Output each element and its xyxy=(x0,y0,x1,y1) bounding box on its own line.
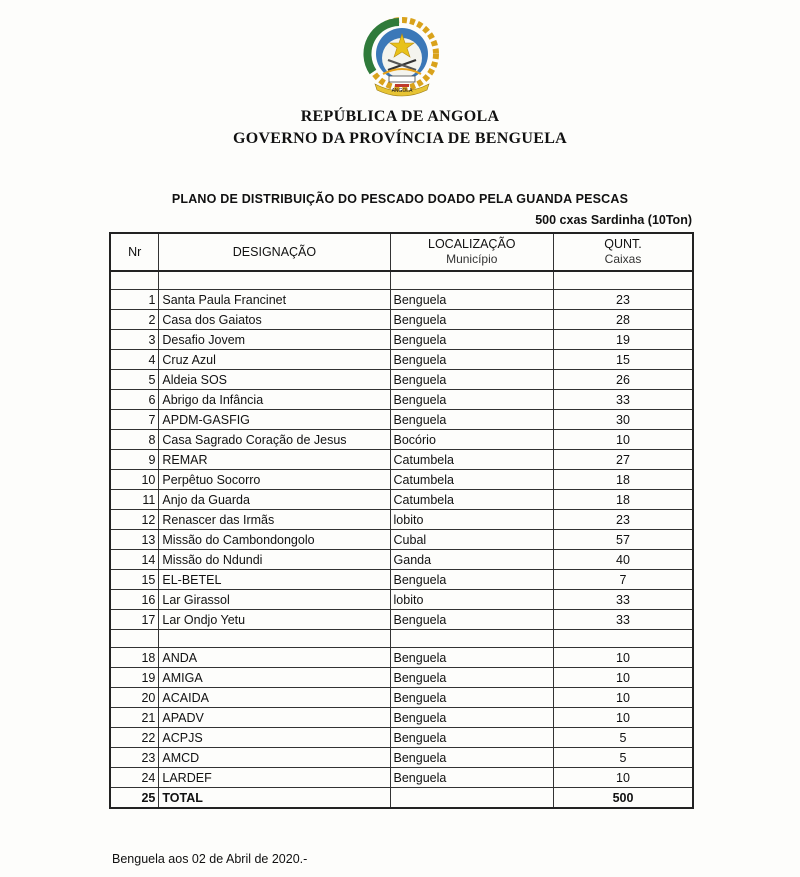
header-nr: Nr xyxy=(110,233,159,271)
row-quantidade: 10 xyxy=(554,648,693,668)
header-localizacao xyxy=(390,233,554,271)
total-nr: 25 xyxy=(110,788,159,809)
row-nr: 7 xyxy=(110,410,159,430)
row-quantidade: 30 xyxy=(554,410,693,430)
header-quantidade-label: QUNT. xyxy=(604,237,642,251)
row-localizacao: Cubal xyxy=(390,530,554,550)
row-designacao: ACAIDA xyxy=(159,688,390,708)
row-quantidade: 5 xyxy=(554,728,693,748)
place-date: Benguela aos 02 de Abril de 2020.- xyxy=(112,852,308,866)
government-heading: GOVERNO DA PROVÍNCIA DE BENGUELA xyxy=(232,130,568,147)
row-quantidade: 23 xyxy=(554,510,693,530)
document-title: PLANO DE DISTRIBUIÇÃO DO PESCADO DOADO PELA GUANDA PESCAS xyxy=(171,192,629,206)
row-quantidade: 10 xyxy=(554,768,693,788)
row-designacao: Missão do Ndundi xyxy=(159,550,390,570)
row-designacao: AMIGA xyxy=(159,668,390,688)
row-designacao: Casa Sagrado Coração de Jesus xyxy=(159,430,390,450)
document-subtitle: 500 cxas Sardinha (10Ton) xyxy=(535,213,692,227)
row-localizacao: Benguela xyxy=(390,570,554,590)
table-row xyxy=(110,748,693,768)
row-localizacao: Benguela xyxy=(390,768,554,788)
row-localizacao: Benguela xyxy=(390,708,554,728)
row-localizacao: Catumbela xyxy=(390,450,554,470)
row-localizacao: Catumbela xyxy=(390,470,554,490)
row-designacao: Santa Paula Francinet xyxy=(159,290,390,310)
row-quantidade: 10 xyxy=(554,668,693,688)
row-designacao: Abrigo da Infância xyxy=(159,390,390,410)
row-localizacao: Benguela xyxy=(390,688,554,708)
row-designacao: Casa dos Gaiatos xyxy=(159,310,390,330)
row-quantidade: 23 xyxy=(554,290,693,310)
row-localizacao: Benguela xyxy=(390,748,554,768)
row-localizacao: Benguela xyxy=(390,668,554,688)
table-row xyxy=(110,668,693,688)
row-localizacao: Benguela xyxy=(390,310,554,330)
table-row xyxy=(110,410,693,430)
blank-cell xyxy=(554,271,693,290)
header-localizacao-label: LOCALIZAÇÃO xyxy=(428,237,516,251)
row-quantidade: 26 xyxy=(554,370,693,390)
blank-cell xyxy=(159,271,390,290)
emblem-icon xyxy=(359,14,445,98)
table-row xyxy=(110,370,693,390)
svg-text:ANGOLA: ANGOLA xyxy=(391,88,413,94)
row-quantidade: 27 xyxy=(554,450,693,470)
row-localizacao: Benguela xyxy=(390,648,554,668)
table-row xyxy=(110,290,693,310)
row-nr: 3 xyxy=(110,330,159,350)
row-nr: 24 xyxy=(110,768,159,788)
row-quantidade: 7 xyxy=(554,570,693,590)
row-localizacao: lobito xyxy=(390,510,554,530)
table-row xyxy=(110,350,693,370)
row-localizacao: Benguela xyxy=(390,390,554,410)
row-designacao: AMCD xyxy=(159,748,390,768)
total-label: TOTAL xyxy=(159,788,390,809)
row-nr: 1 xyxy=(110,290,159,310)
row-designacao: Perpêtuo Socorro xyxy=(159,470,390,490)
row-nr: 14 xyxy=(110,550,159,570)
row-designacao: ACPJS xyxy=(159,728,390,748)
blank-row xyxy=(110,630,693,648)
row-localizacao: Benguela xyxy=(390,728,554,748)
row-nr: 4 xyxy=(110,350,159,370)
table-row xyxy=(110,510,693,530)
blank-row xyxy=(110,271,693,290)
row-nr: 15 xyxy=(110,570,159,590)
row-designacao: Aldeia SOS xyxy=(159,370,390,390)
table-row xyxy=(110,728,693,748)
total-qty: 500 xyxy=(554,788,693,809)
table-row xyxy=(110,570,693,590)
angola-emblem xyxy=(359,14,445,98)
row-quantidade: 40 xyxy=(554,550,693,570)
row-localizacao: Benguela xyxy=(390,410,554,430)
table-row xyxy=(110,648,693,668)
row-nr: 11 xyxy=(110,490,159,510)
row-localizacao: Benguela xyxy=(390,290,554,310)
row-quantidade: 33 xyxy=(554,610,693,630)
total-loc xyxy=(390,788,554,809)
row-nr: 20 xyxy=(110,688,159,708)
row-quantidade: 57 xyxy=(554,530,693,550)
blank-cell xyxy=(554,630,693,648)
row-designacao: REMAR xyxy=(159,450,390,470)
row-nr: 8 xyxy=(110,430,159,450)
row-quantidade: 33 xyxy=(554,390,693,410)
row-localizacao: lobito xyxy=(390,590,554,610)
table-row xyxy=(110,708,693,728)
blank-cell xyxy=(110,271,159,290)
table-row xyxy=(110,330,693,350)
distribution-table xyxy=(109,232,694,809)
row-localizacao: Benguela xyxy=(390,370,554,390)
row-nr: 17 xyxy=(110,610,159,630)
row-nr: 19 xyxy=(110,668,159,688)
table-row xyxy=(110,768,693,788)
table-row xyxy=(110,310,693,330)
blank-cell xyxy=(390,630,554,648)
row-quantidade: 18 xyxy=(554,490,693,510)
blank-cell xyxy=(159,630,390,648)
row-designacao: Renascer das Irmãs xyxy=(159,510,390,530)
row-localizacao: Benguela xyxy=(390,610,554,630)
row-quantidade: 19 xyxy=(554,330,693,350)
row-localizacao: Benguela xyxy=(390,350,554,370)
row-nr: 13 xyxy=(110,530,159,550)
row-designacao: Cruz Azul xyxy=(159,350,390,370)
total-row xyxy=(110,788,693,809)
row-quantidade: 10 xyxy=(554,688,693,708)
row-designacao: Anjo da Guarda xyxy=(159,490,390,510)
row-localizacao: Benguela xyxy=(390,330,554,350)
table-row xyxy=(110,550,693,570)
row-nr: 16 xyxy=(110,590,159,610)
row-quantidade: 15 xyxy=(554,350,693,370)
table-row xyxy=(110,610,693,630)
blank-cell xyxy=(110,630,159,648)
row-nr: 12 xyxy=(110,510,159,530)
row-quantidade: 28 xyxy=(554,310,693,330)
table-row xyxy=(110,430,693,450)
row-nr: 23 xyxy=(110,748,159,768)
header-localizacao-sub: Município xyxy=(446,252,498,266)
row-localizacao: Bocório xyxy=(390,430,554,450)
table-row xyxy=(110,688,693,708)
blank-cell xyxy=(390,271,554,290)
row-localizacao: Ganda xyxy=(390,550,554,570)
table-row xyxy=(110,490,693,510)
row-designacao: APADV xyxy=(159,708,390,728)
row-nr: 22 xyxy=(110,728,159,748)
table-body xyxy=(110,271,693,808)
row-quantidade: 18 xyxy=(554,470,693,490)
table-row xyxy=(110,450,693,470)
header-quantidade-sub: Caixas xyxy=(604,252,642,266)
table-row xyxy=(110,590,693,610)
row-nr: 5 xyxy=(110,370,159,390)
row-designacao: Desafio Jovem xyxy=(159,330,390,350)
row-nr: 10 xyxy=(110,470,159,490)
table-row xyxy=(110,530,693,550)
row-nr: 21 xyxy=(110,708,159,728)
row-nr: 18 xyxy=(110,648,159,668)
row-quantidade: 33 xyxy=(554,590,693,610)
row-designacao: APDM-GASFIG xyxy=(159,410,390,430)
row-nr: 9 xyxy=(110,450,159,470)
header-designacao: DESIGNAÇÃO xyxy=(159,233,390,271)
row-localizacao: Catumbela xyxy=(390,490,554,510)
row-nr: 6 xyxy=(110,390,159,410)
table-row xyxy=(110,390,693,410)
row-quantidade: 10 xyxy=(554,708,693,728)
republic-heading: REPÚBLICA DE ANGOLA xyxy=(300,108,500,125)
row-designacao: ANDA xyxy=(159,648,390,668)
row-nr: 2 xyxy=(110,310,159,330)
row-designacao: LARDEF xyxy=(159,768,390,788)
header-quantidade xyxy=(554,233,693,271)
row-designacao: Lar Ondjo Yetu xyxy=(159,610,390,630)
row-quantidade: 10 xyxy=(554,430,693,450)
row-designacao: Missão do Cambondongolo xyxy=(159,530,390,550)
row-quantidade: 5 xyxy=(554,748,693,768)
row-designacao: EL-BETEL xyxy=(159,570,390,590)
table-row xyxy=(110,470,693,490)
row-designacao: Lar Girassol xyxy=(159,590,390,610)
table-header-row xyxy=(110,233,693,271)
